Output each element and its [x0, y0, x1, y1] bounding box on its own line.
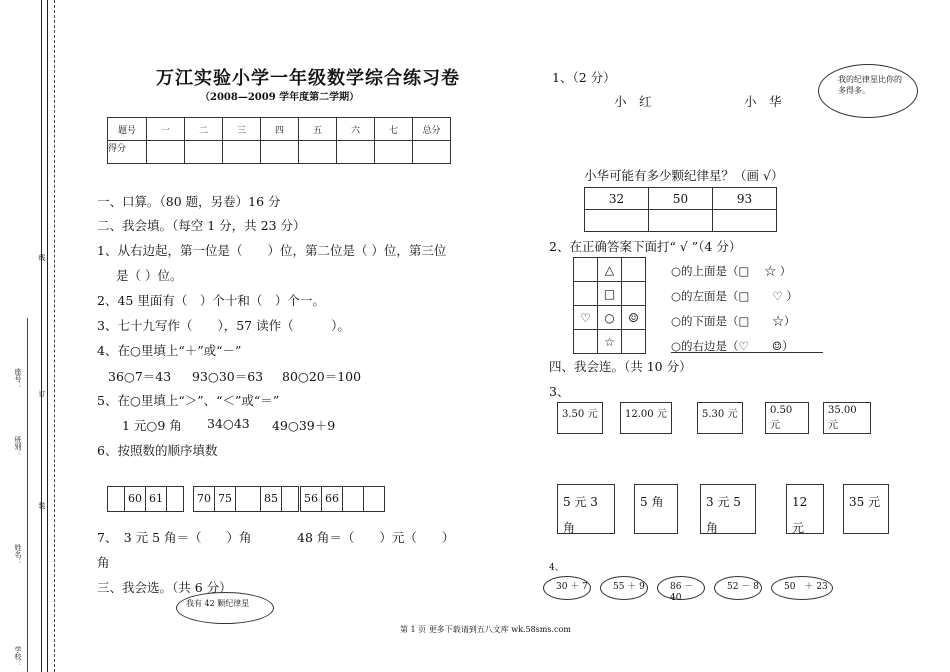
score-blank[interactable] — [375, 141, 413, 164]
money-card[interactable]: 12 元 — [786, 484, 824, 534]
score-cell: 三 — [223, 118, 261, 141]
score-table — [107, 117, 451, 164]
question-2: 2、45 里面有（ ）个十和（ ）个一。 — [97, 293, 325, 308]
seq-cell[interactable] — [364, 487, 384, 511]
seq-cell: 85 — [261, 487, 282, 511]
grid-cell — [574, 258, 598, 282]
price-card[interactable]: 0.50 元 — [765, 402, 809, 434]
grid-cell — [622, 330, 646, 354]
binding-mark-bind: 装 — [38, 502, 46, 509]
shape-grid — [573, 257, 646, 354]
question-5-item: 1 元○9 角 — [122, 418, 182, 433]
question-5-item: 34○43 — [207, 416, 250, 431]
price-card[interactable]: 5.30 元 — [697, 402, 743, 434]
number-sequence-1 — [107, 486, 184, 512]
score-value-row — [108, 141, 451, 164]
right-question-4-heading: 4、 — [549, 563, 564, 573]
binding-line-outer — [41, 0, 42, 672]
grid-cell — [622, 258, 646, 282]
expression-oval[interactable]: 55 ＋ 9 — [600, 576, 648, 600]
score-cell: 四 — [261, 118, 299, 141]
seq-cell: 60 — [125, 487, 146, 511]
seq-cell[interactable] — [108, 487, 125, 511]
score-cell: 一 — [147, 118, 185, 141]
question-4-item: 80○20＝100 — [282, 369, 362, 384]
question-5-item: 49○39＋9 — [272, 418, 336, 433]
score-row-label: 得分 — [108, 141, 147, 164]
option-cell: 93 — [713, 188, 777, 210]
page-title: 万江实验小学一年级数学综合练习卷 — [156, 68, 460, 89]
score-cell: 总分 — [413, 118, 451, 141]
price-card[interactable]: 3.50 元 — [557, 402, 603, 434]
question-3: 3、七十九写作（ ），57 读作（ ）。 — [97, 318, 350, 333]
underline — [671, 352, 823, 353]
question-7-part-a: 7、 3 元 5 角＝（ ）角 — [97, 530, 252, 545]
option-cell: 32 — [585, 188, 649, 210]
question-1-line-a: 1、从右边起，第一位是（ ）位，第二位是（ ）位，第三位 — [97, 243, 447, 258]
question-4-item: 36○7＝43 — [108, 369, 172, 384]
price-card[interactable]: 35.00 元 — [823, 402, 871, 434]
seq-cell: 75 — [215, 487, 236, 511]
options-table — [584, 187, 777, 232]
seq-cell: 56 — [301, 487, 322, 511]
money-card[interactable]: 3 元 5 角 — [700, 484, 756, 534]
right-question-1-heading: 1、（2 分） — [552, 70, 616, 85]
seq-cell[interactable] — [236, 487, 261, 511]
section-4-heading: 四、我会连。（共 10 分） — [549, 359, 692, 374]
expression-oval[interactable]: 52 － 8 — [714, 576, 762, 600]
page-footer: 第 1 页 更多下载请到五八文库 wk.58sms.com — [400, 625, 571, 634]
grid-cell — [574, 330, 598, 354]
score-cell: 五 — [299, 118, 337, 141]
money-card[interactable]: 5 元 3 角 — [557, 484, 615, 534]
page-subtitle: （2008—2009 学年度第二学期） — [200, 92, 360, 103]
question-1-line-b: 是（ ）位。 — [116, 268, 183, 283]
grid-cell — [574, 282, 598, 306]
score-header-row — [108, 118, 451, 141]
question-7-part-c: 角 — [97, 555, 110, 570]
position-question: ○的左面是（□ ♡ ） — [671, 289, 798, 303]
score-blank[interactable] — [413, 141, 451, 164]
right-question-2-heading: 2、在正确答案下面打“ √ ”（4 分） — [549, 239, 742, 254]
position-question: ○的上面是（□ ☆ ） — [671, 264, 792, 278]
score-cell: 题号 — [108, 118, 147, 141]
question-4-item: 93○30＝63 — [192, 369, 264, 384]
speech-bubble-left-text: 我有 42 颗纪律星 — [186, 599, 250, 608]
star-icon: ☆ — [598, 330, 622, 354]
money-card[interactable]: 5 角 — [634, 484, 678, 534]
option-check-cell[interactable] — [713, 210, 777, 232]
number-sequence-2 — [193, 486, 299, 512]
score-cell: 七 — [375, 118, 413, 141]
question-7-part-b: 48 角＝（ ）元（ ） — [297, 530, 455, 545]
smiley-icon: ☺ — [622, 306, 646, 330]
section-2-heading: 二、我会填。（每空 1 分，共 23 分） — [97, 218, 306, 233]
circle-icon: ○ — [598, 306, 622, 330]
section-1-heading: 一、口算。（80 题，另卷）16 分 — [97, 194, 281, 209]
sidebar-field-line — [27, 318, 28, 672]
expression-oval[interactable]: 86 － 40 — [657, 576, 705, 600]
score-blank[interactable] — [147, 141, 185, 164]
position-question: ○的下面是（□ ☆） — [671, 314, 796, 328]
option-check-cell[interactable] — [649, 210, 713, 232]
right-question-1-text: 小华可能有多少颗纪律星？（画 √） — [584, 168, 784, 183]
seq-cell[interactable] — [167, 487, 183, 511]
seq-cell: 70 — [194, 487, 215, 511]
score-blank[interactable] — [261, 141, 299, 164]
position-question: ○的右边是（♡ ☺） — [671, 339, 794, 353]
question-4: 4、在○里填上“＋”或“－” — [97, 343, 242, 358]
score-blank[interactable] — [185, 141, 223, 164]
score-blank[interactable] — [223, 141, 261, 164]
expression-oval[interactable]: 30 ＋ 7 — [543, 576, 591, 600]
price-card[interactable]: 12.00 元 — [620, 402, 672, 434]
binding-mark-order: 订 — [38, 390, 46, 397]
section-3-heading: 三、我会选。（共 6 分） — [97, 580, 232, 595]
seq-cell: 61 — [146, 487, 167, 511]
expression-oval[interactable]: 50 ＋ 23 — [771, 576, 833, 600]
triangle-icon: △ — [598, 258, 622, 282]
right-question-3-heading: 3、 — [549, 384, 570, 399]
score-cell: 二 — [185, 118, 223, 141]
binding-line-inner — [47, 0, 48, 672]
seq-cell[interactable] — [282, 487, 298, 511]
binding-mark-line: 线 — [38, 254, 46, 261]
question-5: 5、在○里填上“＞”、“＜”或“＝” — [97, 393, 280, 408]
score-blank[interactable] — [299, 141, 337, 164]
sidebar-label-name: 姓名： — [14, 544, 22, 565]
number-sequence-3 — [300, 486, 385, 512]
option-cell: 50 — [649, 188, 713, 210]
score-cell: 六 — [337, 118, 375, 141]
sidebar-label-school: 学校： — [14, 646, 22, 667]
sidebar-label-number: 座号： — [14, 368, 22, 389]
name-xiaohong: 小 红 — [614, 94, 652, 109]
name-xiaohua: 小 华 — [744, 94, 782, 109]
speech-bubble-right-text: 我的纪律星比你的多得多。 — [838, 75, 902, 95]
heart-icon: ♡ — [574, 306, 598, 330]
grid-cell — [622, 282, 646, 306]
option-check-cell[interactable] — [585, 210, 649, 232]
dashed-line — [54, 0, 55, 672]
money-card[interactable]: 35 元 — [843, 484, 889, 534]
score-blank[interactable] — [337, 141, 375, 164]
seq-cell[interactable] — [343, 487, 364, 511]
seq-cell: 66 — [322, 487, 343, 511]
sidebar-label-class: 班别： — [14, 436, 22, 457]
square-icon: □ — [598, 282, 622, 306]
question-6: 6、按照数的顺序填数 — [97, 443, 218, 458]
